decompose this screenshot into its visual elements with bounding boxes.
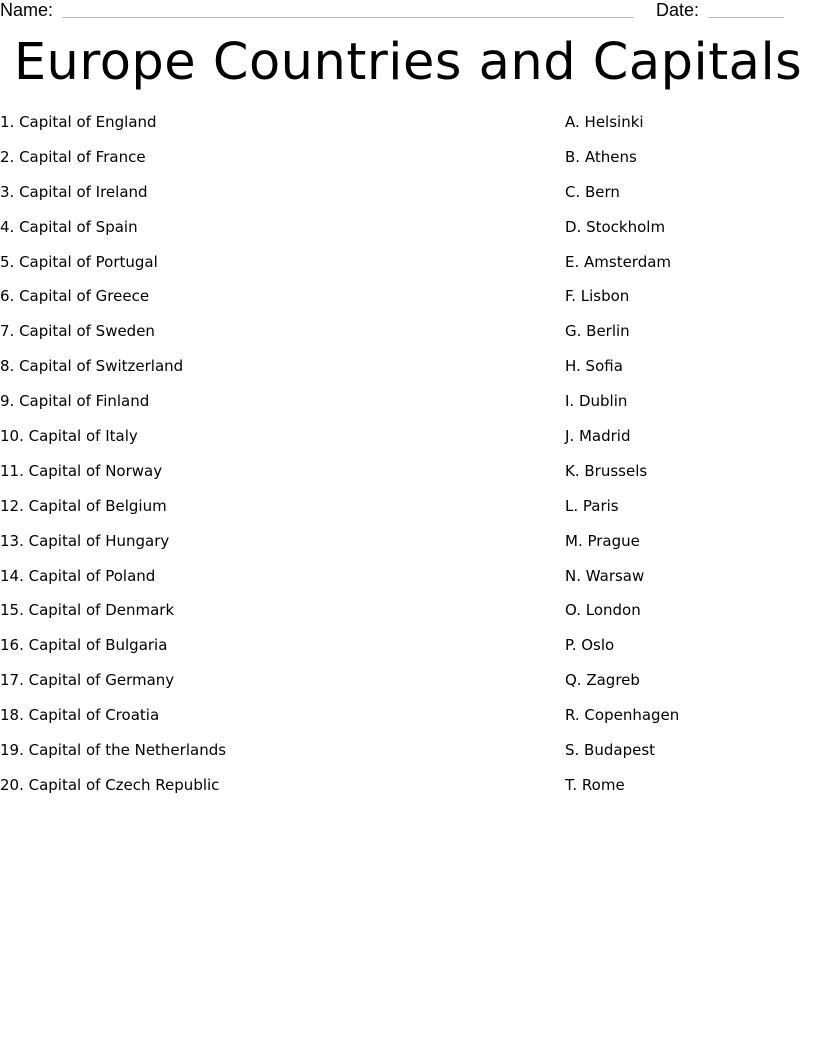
question-item: 14. Capital of Poland xyxy=(0,566,156,585)
answer-item: F. Lisbon xyxy=(565,287,630,306)
question-item: 8. Capital of Switzerland xyxy=(0,357,184,376)
question-item: 16. Capital of Bulgaria xyxy=(0,636,168,655)
question-item: 12. Capital of Belgium xyxy=(0,496,167,515)
question-item: 19. Capital of the Netherlands xyxy=(0,741,227,760)
answer-item: B. Athens xyxy=(565,147,637,166)
answer-item: M. Prague xyxy=(565,531,640,550)
date-blank-line[interactable] xyxy=(708,17,784,18)
question-item: 6. Capital of Greece xyxy=(0,287,150,306)
answer-item: O. London xyxy=(565,601,641,620)
answer-item: J. Madrid xyxy=(565,427,631,446)
question-item: 13. Capital of Hungary xyxy=(0,531,170,550)
answer-item: P. Oslo xyxy=(565,636,615,655)
answer-item: D. Stockholm xyxy=(565,217,666,236)
answer-item: S. Budapest xyxy=(565,741,656,760)
question-item: 2. Capital of France xyxy=(0,147,146,166)
answer-item: L. Paris xyxy=(565,496,619,515)
name-blank-line[interactable] xyxy=(62,17,634,18)
answer-item: A. Helsinki xyxy=(565,113,644,131)
header-row xyxy=(0,0,816,24)
answer-item: E. Amsterdam xyxy=(565,252,672,271)
questions-list xyxy=(0,111,226,809)
answer-item: C. Bern xyxy=(565,182,620,201)
answers-list xyxy=(565,111,679,809)
answer-item: K. Brussels xyxy=(565,461,648,480)
answer-item: N. Warsaw xyxy=(565,566,645,585)
question-item: 4. Capital of Spain xyxy=(0,217,138,236)
question-item: 15. Capital of Denmark xyxy=(0,601,175,620)
answer-item: Q. Zagreb xyxy=(565,671,640,690)
question-item: 20. Capital of Czech Republic xyxy=(0,775,220,794)
page-title: Europe Countries and Capitals xyxy=(13,33,803,92)
answer-item: H. Sofia xyxy=(565,357,623,376)
question-item: 9. Capital of Finland xyxy=(0,392,150,411)
question-item: 11. Capital of Norway xyxy=(0,461,163,480)
question-item: 17. Capital of Germany xyxy=(0,671,175,690)
question-item: 7. Capital of Sweden xyxy=(0,322,155,341)
date-label: Date: xyxy=(656,0,700,20)
question-item: 5. Capital of Portugal xyxy=(0,252,158,271)
answer-item: R. Copenhagen xyxy=(565,706,680,725)
answer-item: G. Berlin xyxy=(565,322,630,341)
name-label: Name: xyxy=(0,0,54,20)
question-item: 18. Capital of Croatia xyxy=(0,706,160,725)
question-item: 3. Capital of Ireland xyxy=(0,182,148,201)
question-item: 10. Capital of Italy xyxy=(0,427,138,446)
question-item: 1. Capital of England xyxy=(0,113,157,131)
answer-item: I. Dublin xyxy=(565,392,628,411)
answer-item: T. Rome xyxy=(565,775,625,794)
